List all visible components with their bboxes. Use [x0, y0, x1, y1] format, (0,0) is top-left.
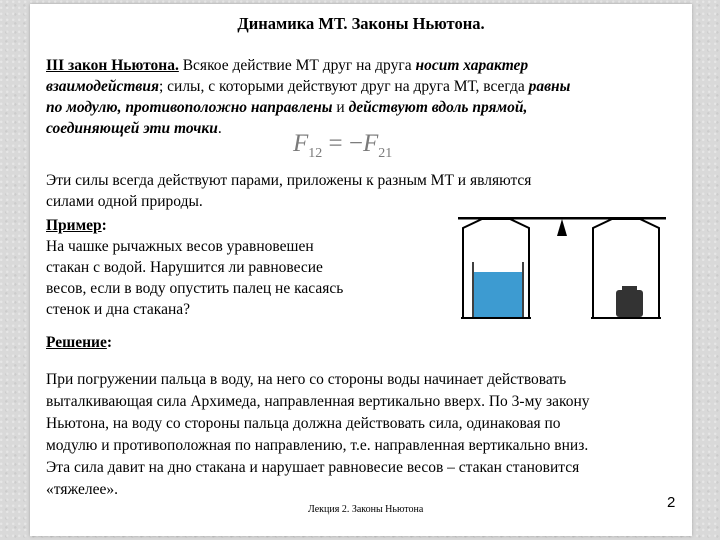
scale-pivot [557, 219, 567, 236]
formula-third-law: $F_{12} = -F_{21}$ [293, 130, 393, 161]
footer-lecture: Лекция 2. Законы Ньютона [308, 504, 424, 515]
law-line-2: взаимодействия; силы, с которыми действуют друг на друга МТ, всегда равны [46, 78, 571, 95]
law-heading: III закон Ньютона. [46, 57, 179, 74]
balance-scale-illustration [458, 214, 672, 322]
solution-line-3: Ньютона, на воду со стороны пальца должна действовать сила, одинаковая по [46, 415, 561, 432]
pairs-line-1: Эти силы всегда действуют парами, приложены к разным МТ и являются [46, 172, 532, 189]
law-line-4: соединяющей эти точки. [46, 120, 222, 137]
solution-line-6: «тяжелее». [46, 481, 118, 498]
example-heading: Пример: [46, 217, 107, 234]
water-glass [473, 262, 523, 318]
solution-line-1: При погружении пальца в воду, на него со стороны воды начинает действовать [46, 371, 567, 388]
page-title: Динамика МТ. Законы Ньютона. [237, 14, 485, 33]
example-line-4: стенок и дна стакана? [46, 301, 191, 318]
solution-line-4: модулю и противоположная по направлению, т.е. направленная вертикально вниз. [46, 437, 589, 454]
slide-page [30, 4, 692, 536]
example-line-3: весов, если в воду опустить палец не касаясь [46, 280, 344, 297]
pairs-line-2: силами одной природы. [46, 193, 203, 210]
example-line-1: На чашке рычажных весов уравновешен [46, 238, 314, 255]
law-line-3: по модулю, противоположно направлены и действуют вдоль прямой, [46, 99, 528, 116]
solution-line-5: Эта сила давит на дно стакана и нарушает равновесие весов – стакан становится [46, 459, 580, 476]
solution-heading: Решение: [46, 334, 113, 351]
law-line-1: III закон Ньютона. Всякое действие МТ друг на друга носит характер [46, 57, 529, 74]
water [474, 272, 522, 317]
weight [616, 286, 643, 317]
solution-line-2: выталкивающая сила Архимеда, направленная вертикально вверх. По 3-му закону [46, 393, 590, 410]
example-line-2: стакан с водой. Нарушится ли равновесие [46, 259, 323, 276]
page-number: 2 [667, 494, 676, 511]
